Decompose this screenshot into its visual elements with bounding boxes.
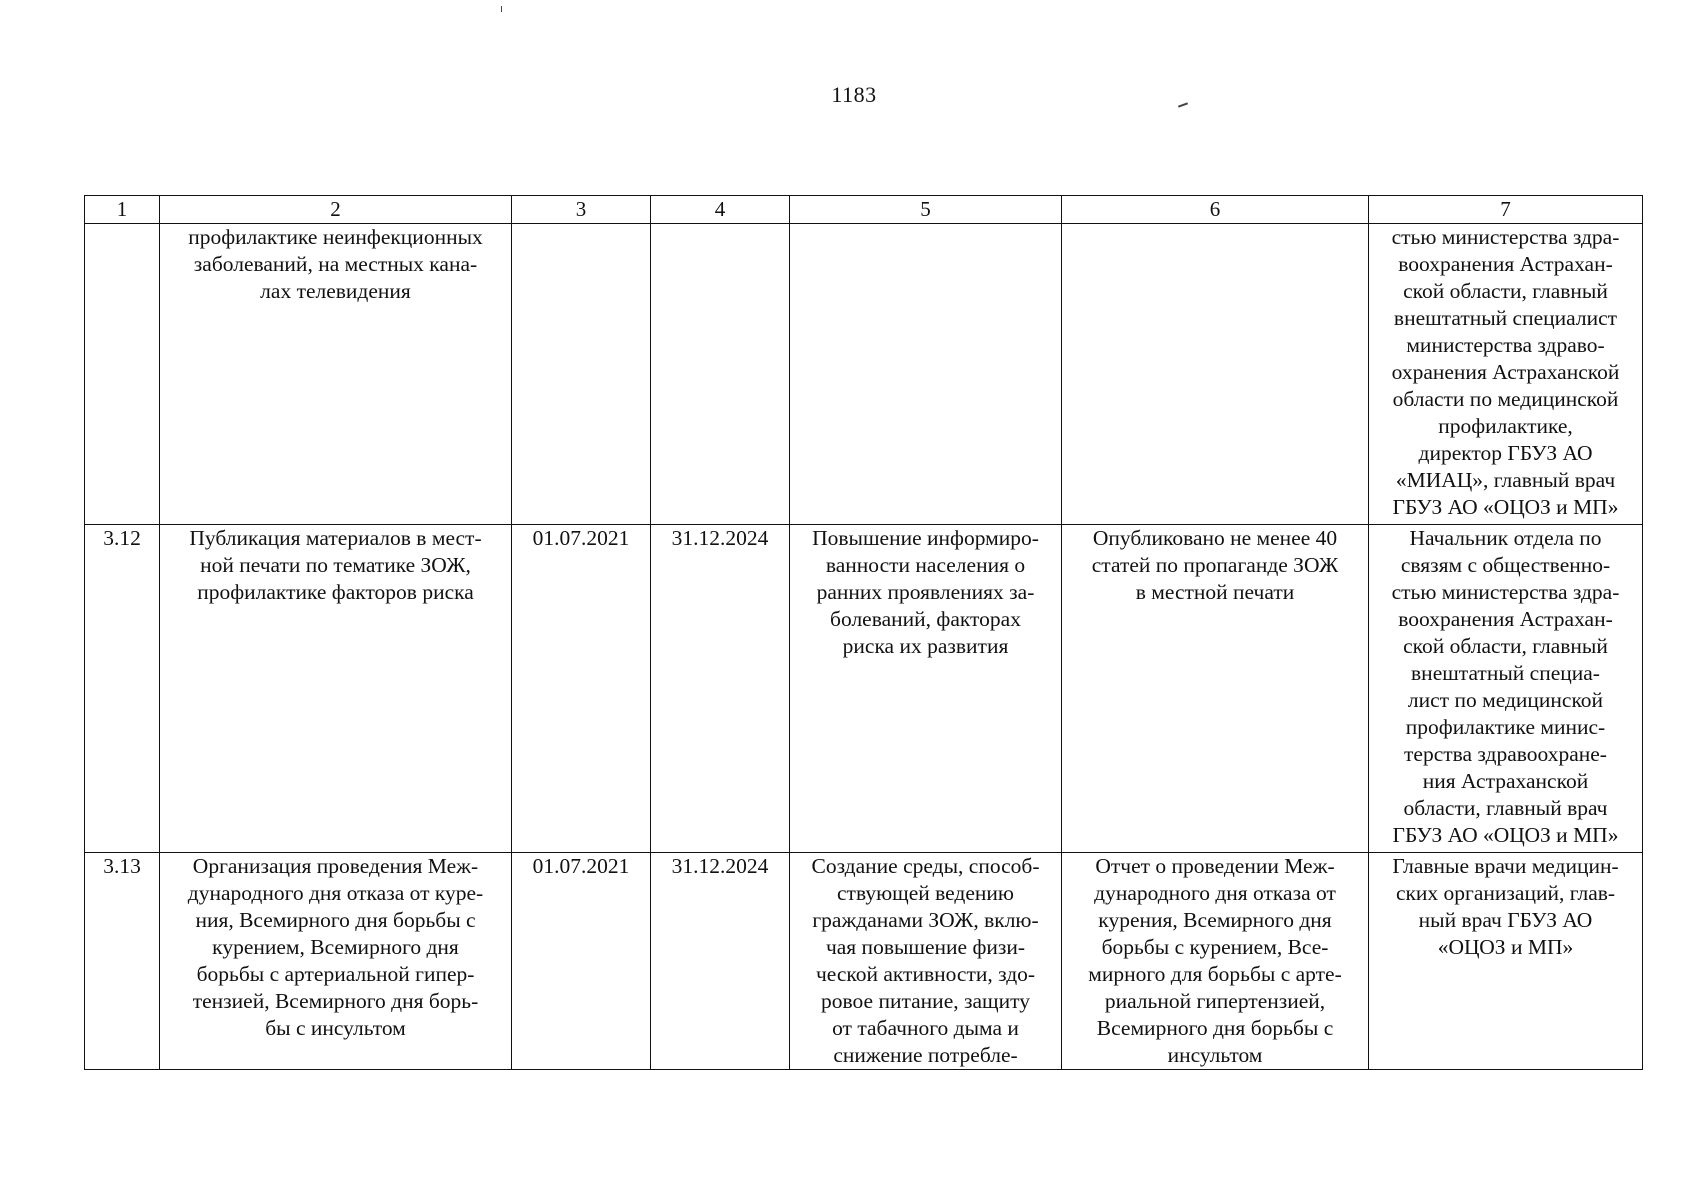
column-header-3: 3 (512, 196, 651, 224)
end-date: 31.12.2024 (651, 853, 790, 1070)
expected-result (790, 224, 1062, 525)
expected-result: Создание среды, способ- ствующей ведению гражданами ЗОЖ, вклю- чая повышение физи- ческой активности, здо- ровое питание, защиту от табачного дыма и снижение потребле- (790, 853, 1062, 1070)
column-header-7: 7 (1369, 196, 1643, 224)
column-header-2: 2 (160, 196, 512, 224)
row-number: 3.12 (85, 525, 160, 853)
start-date: 01.07.2021 (512, 525, 651, 853)
start-date: 01.07.2021 (512, 853, 651, 1070)
table-row (85, 525, 1643, 853)
responsible: Начальник отдела по связям с общественно- стью министерства здра- воохранения Астрахан- ской области, главный внештатный специа- лист по медицинской профилактике минис- терства здравоохране- ния Астраханской области, главный врач ГБУЗ АО «ОЦОЗ и МП» (1369, 525, 1643, 853)
end-date (651, 224, 790, 525)
table-row (85, 224, 1643, 525)
responsible: Главные врачи медицин- ских организаций, глав- ный врач ГБУЗ АО «ОЦОЗ и МП» (1369, 853, 1643, 1070)
column-header-1: 1 (85, 196, 160, 224)
row-number (85, 224, 160, 525)
start-date (512, 224, 651, 525)
end-date: 31.12.2024 (651, 525, 790, 853)
event-name: Публикация материалов в мест- ной печати по тематике ЗОЖ, профилактике факторов риска (160, 525, 512, 853)
column-number-row (85, 196, 1643, 224)
row-number: 3.13 (85, 853, 160, 1070)
indicator (1062, 224, 1369, 525)
indicator: Отчет о проведении Меж- дународного дня отказа от курения, Всемирного дня борьбы с курением, Все- мирного для борьбы с арте- риальной гипертензией, Всемирного дня борьбы с инсультом (1062, 853, 1369, 1070)
table-row (85, 853, 1643, 1070)
indicator: Опубликовано не менее 40 статей по пропаганде ЗОЖ в местной печати (1062, 525, 1369, 853)
page-number: 1183 (831, 82, 877, 107)
column-header-6: 6 (1062, 196, 1369, 224)
event-name: Организация проведения Меж- дународного дня отказа от куре- ния, Всемирного дня борьбы с курением, Всемирного дня борьбы с артериальной гипер- тензией, Всемирного дня борь- бы с инсультом (160, 853, 512, 1070)
column-header-4: 4 (651, 196, 790, 224)
expected-result: Повышение информиро- ванности населения о ранних проявлениях за- болеваний, факторах риска их развития (790, 525, 1062, 853)
scan-speck (501, 6, 502, 12)
responsible: стью министерства здра- воохранения Астрахан- ской области, главный внештатный специалист министерства здраво- охранения Астраханской области по медицинской профилактике, директор ГБУЗ АО «МИАЦ», главный врач ГБУЗ АО «ОЦОЗ и МП» (1369, 224, 1643, 525)
plan-table (84, 195, 1643, 1070)
event-name: профилактике неинфекционных заболеваний, на местных кана- лах телевидения (160, 224, 512, 525)
column-header-5: 5 (790, 196, 1062, 224)
